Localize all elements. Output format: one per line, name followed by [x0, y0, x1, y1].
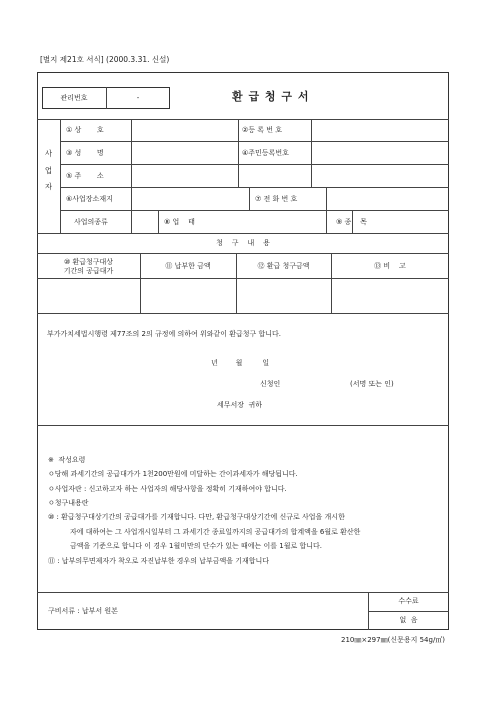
claim-section-title: 청 구 내 용 [216, 239, 270, 247]
management-number-label: 관리번호 [60, 94, 88, 102]
remarks-column-header: ⑬ 비 고 [374, 262, 406, 270]
guide-line: ㅇ청구내용란 [48, 499, 89, 507]
guide-line: 자에 대하여는 그 사업개시일부터 그 과세기간 종료일까지의 공급대가의 합계액을 6월로 환산한 [70, 528, 361, 536]
fee-value: 없 음 [399, 616, 418, 624]
supply-amount-column-header: ⑩ 환급청구대상 기간의 공급대가 [63, 258, 114, 276]
applicant-signature-label: 신청인 [260, 380, 281, 388]
business-type-label: 사업의종류 [74, 218, 108, 226]
guide-line: 금액을 기준으로 합니다 이 경우 1월미만의 단수가 있는 때에는 이를 1월로 합니다. [70, 542, 322, 550]
paid-amount-column-header: ⑪ 납부한 금액 [165, 262, 211, 270]
required-documents: 구비서류 : 납부서 원본 [48, 607, 118, 615]
guide-heading: ※ 작성요령 [48, 456, 86, 464]
fee-label: 수수료 [398, 597, 419, 605]
paper-spec: 210㎜×297㎜(신문용지 54g/㎡) [341, 636, 446, 644]
form-title: 환 급 청 구 서 [232, 90, 310, 103]
management-number-value: - [136, 94, 140, 102]
business-category-label: ⑧ 업 태 [164, 218, 195, 226]
guide-line: ⑪ : 납부의무면제자가 착오로 자진납부한 경우의 납부금액을 기재합니다 [48, 557, 270, 565]
refund-amount-column-header: ⑫ 환급 청구금액 [257, 262, 310, 270]
registration-number-label: ②등 록 번 호 [242, 126, 282, 134]
applicant-section-label: 사 업 자 [44, 149, 53, 191]
guide-line: ㅇ당해 과세기간의 공급대가가 1천200만원에 미달하는 간이과세자가 해당됩니다. [48, 470, 298, 478]
guide-line: ㅇ사업자란 : 신고하고자 하는 사업자의 해당사항을 정확히 기재하여야 합니다. [48, 485, 287, 493]
guide-line: ⑩ : 환급청구대상기간의 공급대가를 기재합니다. 다만, 환급청구대상기간에 신규로 사업을 개시한 [48, 513, 345, 521]
business-name-label: ① 상 호 [66, 126, 104, 134]
address-label: ⑤ 주 소 [66, 172, 104, 180]
recipient-line: 세무서장 귀하 [217, 401, 263, 409]
resident-number-label: ④주민등록번호 [242, 149, 289, 157]
legal-statement: 부가가치세법시행령 제77조의 2의 규정에 의하여 위와같이 환급청구 합니다. [47, 330, 282, 338]
person-name-label: ③ 성 명 [66, 149, 104, 157]
signature-or-seal-note: (서명 또는 인) [350, 380, 394, 388]
phone-number-label: ⑦ 전 화 번 호 [255, 195, 298, 203]
date-line: 년 월 일 [211, 359, 270, 367]
business-place-label: ⑥사업장소재지 [66, 195, 113, 203]
form-number-note: [별지 제21호 서식] (2000.3.31. 신설) [40, 55, 170, 64]
business-item-label: ⑨ 종 목 [336, 218, 367, 226]
